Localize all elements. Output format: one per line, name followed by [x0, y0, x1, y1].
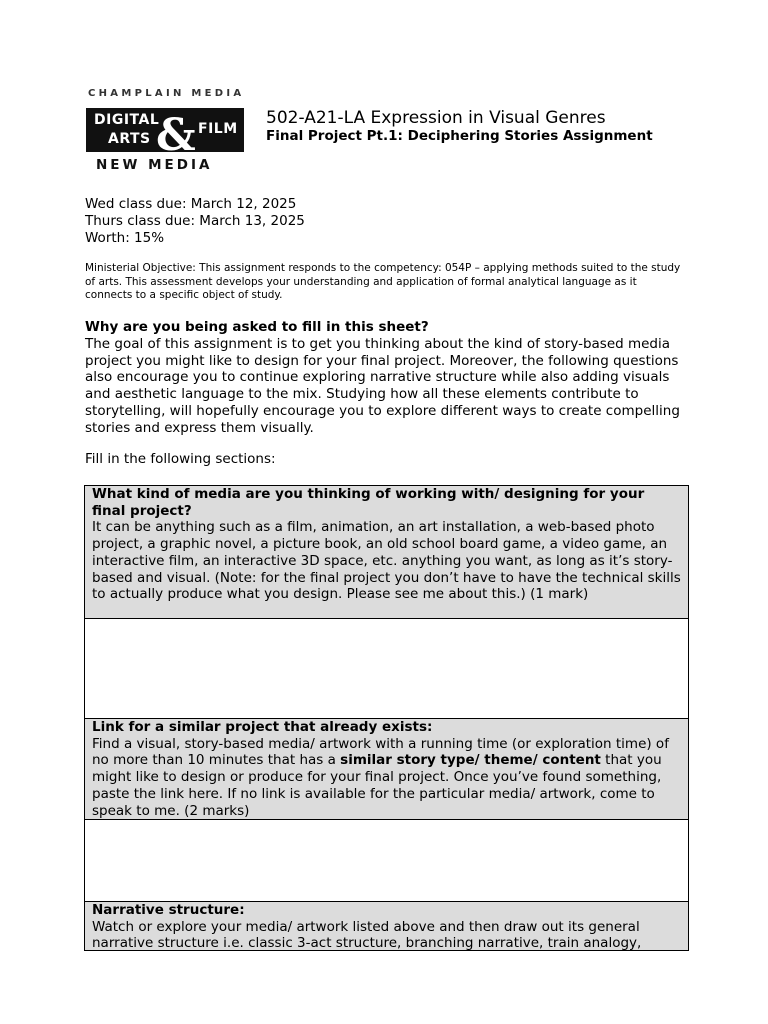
logo-black-block — [86, 108, 244, 161]
section-body-post: that you might like to design or produce for your final project. Once you’ve found something, paste the link here. If no link is available for the particular media/ artwork, come to speak to me. (2 marks) — [92, 752, 662, 819]
section-body: It can be anything such as a film, animation, an art installation, a web-based photo project, a graphic novel, a picture book, an old school board game, a video game, an interactive film, an interactive 3D space, etc. anything you want, as long as it’s story-based and visual. (Note: for the final project you don’t have to have the technical skills to actually produce what you design. Please see me about this.) (1 mark) — [92, 519, 681, 603]
section-body-bold: similar story type/ theme/ content — [340, 752, 601, 769]
course-title: 502-A21-LA Expression in Visual Genres — [266, 108, 606, 128]
worth: Worth: 15% — [85, 230, 165, 246]
section-body — [92, 736, 681, 820]
champlain-logo — [86, 88, 244, 178]
wed-due: Wed class due: March 12, 2025 — [85, 196, 297, 212]
logo-digital-text: DIGITAL — [94, 112, 160, 128]
ministerial-objective: Ministerial Objective: This assignment responds to the competency: 054P – applying methods suited to the study of arts. This assessment develops your understanding and application of formal analytical language as it connects to a specific object of study. — [85, 262, 681, 301]
answer-field-media-type[interactable] — [85, 619, 688, 719]
logo-ampersand: & — [156, 110, 196, 161]
section-heading: Link for a similar project that already exists: — [92, 719, 433, 735]
section-similar-project — [85, 719, 688, 820]
fill-in-instruction: Fill in the following sections: — [85, 451, 276, 467]
section-media-type — [85, 486, 688, 619]
section-body: Watch or explore your media/ artwork listed above and then draw out its general narrative structure i.e. classic 3-act structure, branching narrative, train analogy, — [92, 918, 642, 951]
due-dates — [85, 196, 305, 247]
assignment-form-table — [84, 485, 689, 951]
answer-field-similar-link[interactable] — [85, 820, 688, 902]
thurs-due: Thurs class due: March 13, 2025 — [85, 213, 305, 229]
logo-arts-text: ARTS — [108, 131, 151, 147]
why-heading: Why are you being asked to fill in this sheet? — [85, 319, 429, 335]
why-body: The goal of this assignment is to get you thinking about the kind of story-based media project you might like to design for your final project. Moreover, the following questions also encourage you to continue exploring narrative structure while also adding visuals and aesthetic language to the mix. Studying how all these elements contribute to storytelling, will hopefully encourage you to explore different ways to create compelling stories and express them visually. — [85, 336, 680, 436]
logo-film-text: FILM — [198, 121, 238, 137]
logo-bottom-text: NEW MEDIA — [96, 157, 213, 173]
section-narrative-structure — [85, 902, 688, 951]
section-body-pre: Find a visual, story-based media/ artwork with a running time (or exploration time) of no more than 10 minutes that has a — [92, 735, 669, 769]
section-heading: What kind of media are you thinking of working with/ designing for your final project? — [92, 486, 645, 519]
logo-top-text: CHAMPLAIN MEDIA — [88, 88, 245, 99]
assignment-subtitle: Final Project Pt.1: Deciphering Stories Assignment — [266, 128, 653, 144]
section-heading: Narrative structure: — [92, 902, 245, 918]
